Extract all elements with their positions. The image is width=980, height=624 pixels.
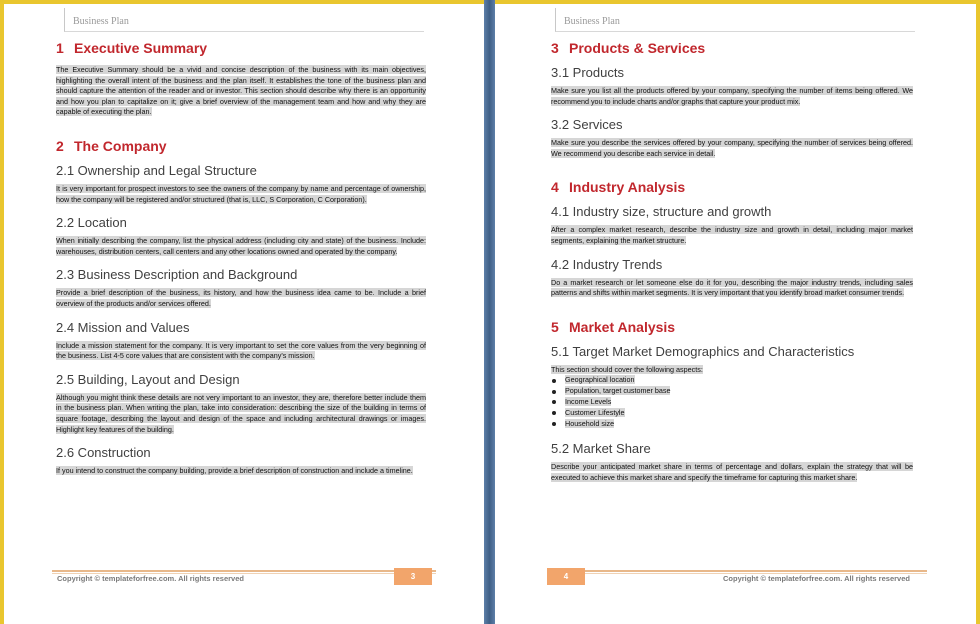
section-number: 5 <box>551 318 559 335</box>
section-heading-industry-analysis <box>551 179 913 195</box>
subsection-heading-services: 3.2 Services <box>551 117 623 133</box>
section-title: Products & Services <box>569 40 706 56</box>
subsection-heading-building: 2.5 Building, Layout and Design <box>56 371 240 387</box>
list-item: Household size <box>565 419 913 430</box>
section-number: 3 <box>551 40 559 56</box>
paragraph-products: Make sure you list all the products offered by your company, specifying the number of items being offered. We recommend you to include charts and/or graphs that capture your product mix. <box>551 86 913 106</box>
paragraph-market-share: Describe your anticipated market share in terms of percentage and dollars, explain the strategy that will be executed to achieve this market share and specify the timeframe for capturing this market share. <box>551 462 913 482</box>
paragraph-location: When initially describing the company, list the physical address (including city and state) of the business. Include: warehouses, distribution centers, call centers and any other locations owned and operated by the company. <box>56 236 426 256</box>
section-heading-the-company <box>56 138 426 154</box>
bullet-list-target-market <box>551 375 913 429</box>
section-number: 1 <box>56 40 64 56</box>
list-item: Geographical location <box>565 375 913 386</box>
section-heading-products-services <box>551 40 913 56</box>
paragraph-services: Make sure you describe the services offered by your company, specifying the number of services being offered. We recommend you describe each service in detail. <box>551 138 913 158</box>
page-content <box>56 40 426 487</box>
paragraph-building: Although you might think these details are not very important to an investor, they are, therefore better include them in the business plan. When writing the plan, take into consideration: describing the size of the building in terms of square footage, describing the layout and design of the space and including architectural drawings or images. Highlight key features of the building. <box>56 392 426 434</box>
page-number-badge: 3 <box>394 568 432 585</box>
subsection-heading-industry-trends: 4.2 Industry Trends <box>551 256 663 272</box>
section-title: The Company <box>74 137 167 154</box>
subsection-heading-mission: 2.4 Mission and Values <box>56 319 190 335</box>
page-left <box>4 4 484 624</box>
subsection-heading-construction: 2.6 Construction <box>56 445 151 461</box>
section-title: Market Analysis <box>569 318 676 335</box>
paragraph-business-description: Provide a brief description of the business, its history, and how the business idea came to be. Include a brief overview of the products and/or services offered. <box>56 288 426 308</box>
footer-rule <box>547 570 927 572</box>
paragraph-construction: If you intend to construct the company building, provide a brief description of construction and include a timeline. <box>56 466 413 476</box>
page-header: Business Plan <box>64 8 424 32</box>
section-number: 4 <box>551 179 559 196</box>
paragraph-ownership: It is very important for prospect investors to see the owners of the company by name and percentage of ownership, how the company will be registered and/or structured (that is, LLC, S Corporation, C Corporation). <box>56 183 426 204</box>
subsection-heading-products: 3.1 Products <box>551 65 624 80</box>
paragraph-industry-size: After a complex market research, describe the industry size and growth in detail, including major market segments, explaining the market structure. <box>551 225 913 245</box>
section-title: Industry Analysis <box>569 179 686 196</box>
subsection-heading-industry-size: 4.1 Industry size, structure and growth <box>551 204 772 220</box>
footer-copyright: Copyright © templateforfree.com. All rights reserved <box>723 574 910 583</box>
page-content <box>551 40 913 494</box>
footer-copyright: Copyright © templateforfree.com. All rights reserved <box>57 574 244 583</box>
subsection-heading-business-description: 2.3 Business Description and Background <box>56 267 298 283</box>
section-title: Executive Summary <box>74 40 208 56</box>
subsection-heading-target-market: 5.1 Target Market Demographics and Characteristics <box>551 343 855 359</box>
paragraph-mission: Include a mission statement for the company. It is very important to set the core values from the very beginning of the business. List 4-5 core values that are consistent with the company's mission. <box>56 340 426 361</box>
subsection-heading-location: 2.2 Location <box>56 215 127 231</box>
paragraph-target-market: This section should cover the following aspects: <box>551 364 703 374</box>
page-number-badge: 4 <box>547 568 585 585</box>
page-right <box>495 4 976 624</box>
subsection-heading-ownership: 2.1 Ownership and Legal Structure <box>56 162 257 178</box>
book-gutter <box>484 0 495 624</box>
subsection-heading-market-share: 5.2 Market Share <box>551 441 651 457</box>
section-heading-executive-summary <box>56 40 426 56</box>
page-header: Business Plan <box>555 8 915 32</box>
paragraph-industry-trends: Do a market research or let someone else do it for you, describing the major industry trends, including sales patterns and shifts within market segments. It is very important that you identify broad market consumer trends. <box>551 277 913 298</box>
list-item: Customer Lifestyle <box>565 408 913 419</box>
footer-rule <box>52 570 436 572</box>
section-heading-market-analysis <box>551 319 913 335</box>
list-item: Income Levels <box>565 397 913 408</box>
paragraph-executive-summary: The Executive Summary should be a vivid and concise description of the business with its main objectives, highlighting the overall intent of the business and the plan itself. It establishes the tone of the business plan and should capture the attention of the reader and or investor. This section should describe why there is an opportunity and how you plan to capitalize on it; give a brief overview of the management team and how and why they are capable of executing the plan. <box>56 65 426 117</box>
list-item: Population, target customer base <box>565 386 913 397</box>
section-number: 2 <box>56 137 64 154</box>
